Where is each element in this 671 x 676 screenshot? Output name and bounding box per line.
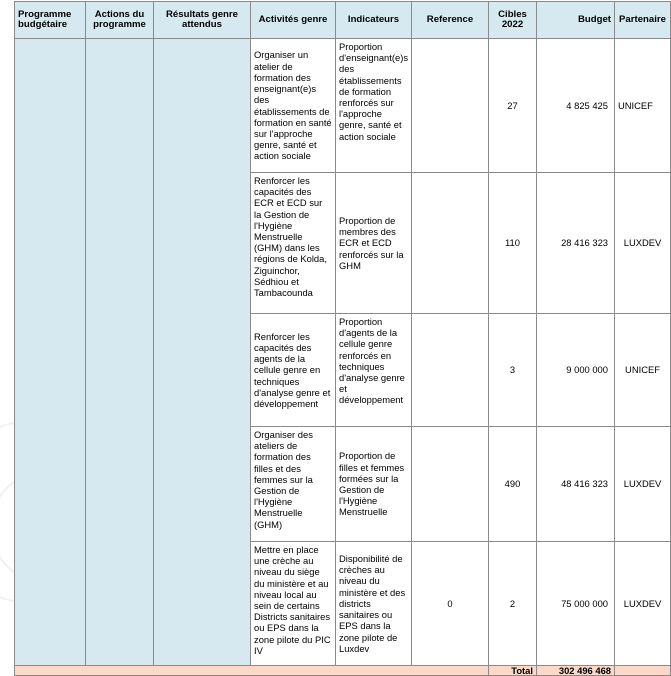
indicateur-cell: Proportion d'enseignant(e)s des établissements de formation renforcés sur l'approche genre, santé et action sociale [336, 39, 412, 173]
reference-cell: 0 [412, 542, 489, 666]
budget-cell: 9 000 000 [537, 314, 615, 427]
partenaire-cell: UNICEF [615, 39, 671, 173]
header-budget: Budget [537, 2, 615, 39]
programme-cell [15, 39, 86, 666]
reference-cell [412, 39, 489, 173]
activite-cell: Organiser des ateliers de formation des filles et des femmes sur la Gestion de l'Hygiène Menstruelle (GHM) [251, 427, 336, 542]
resultats-cell [154, 39, 251, 666]
partenaire-cell: UNICEF [615, 314, 671, 427]
indicateur-cell: Proportion de filles et femmes formées sur la Gestion de l'Hygiène Menstruelle [336, 427, 412, 542]
header-programme: Programme budgétaire [15, 2, 86, 39]
cible-cell: 110 [489, 173, 537, 314]
cible-cell: 2 [489, 542, 537, 666]
header-indicateurs: Indicateurs [336, 2, 412, 39]
indicateur-cell: Proportion de membres des ECR et ECD renforcés sur la GHM [336, 173, 412, 314]
budget-cell: 28 416 323 [537, 173, 615, 314]
reference-cell [412, 173, 489, 314]
cible-cell: 3 [489, 314, 537, 427]
activite-cell: Mettre en place une crèche au niveau du siège du ministère et au niveau local au sein de certains Districts sanitaires ou EPS dans la zone pilote du PIC IV [251, 542, 336, 666]
partenaire-cell: LUXDEV [615, 427, 671, 542]
activite-cell: Organiser un atelier de formation des enseignant(e)s des établissements de formation en santé sur l'approche genre, santé et action sociale [251, 39, 336, 173]
reference-cell [412, 314, 489, 427]
partenaire-cell: LUXDEV [615, 542, 671, 666]
partenaire-cell: LUXDEV [615, 173, 671, 314]
header-partenaire: Partenaire [615, 2, 671, 39]
table-row [15, 39, 671, 173]
indicateur-cell: Proportion d'agents de la cellule genre renforcés en techniques d'analyse genre et développement [336, 314, 412, 427]
indicateur-cell: Disponibilité de crèches au niveau du ministère et des districts sanitaires ou EPS dans la zone pilote de Luxdev [336, 542, 412, 666]
total-label: Total [489, 666, 537, 676]
actions-cell [86, 39, 154, 666]
budget-cell: 4 825 425 [537, 39, 615, 173]
budget-cell: 75 000 000 [537, 542, 615, 666]
gender-budget-table [14, 1, 671, 676]
budget-cell: 48 416 323 [537, 427, 615, 542]
cible-cell: 490 [489, 427, 537, 542]
total-value: 302 496 468 [537, 666, 615, 676]
header-resultats: Résultats genre attendus [154, 2, 251, 39]
cible-cell: 27 [489, 39, 537, 173]
header-cibles: Cibles 2022 [489, 2, 537, 39]
header-reference: Reference [412, 2, 489, 39]
reference-cell [412, 427, 489, 542]
total-row [15, 666, 671, 676]
total-spacer [15, 666, 489, 676]
activite-cell: Renforcer les capacités des ECR et ECD sur la Gestion de l'Hygiène Menstruelle (GHM) dans les régions de Kolda, Ziguinchor, Sédhiou et Tambacounda [251, 173, 336, 314]
total-partner-empty [615, 666, 671, 676]
header-activites: Activités genre [251, 2, 336, 39]
table-header-row [15, 2, 671, 39]
activite-cell: Renforcer les capacités des agents de la cellule genre en techniques d'analyse genre et développement [251, 314, 336, 427]
header-actions: Actions du programme [86, 2, 154, 39]
